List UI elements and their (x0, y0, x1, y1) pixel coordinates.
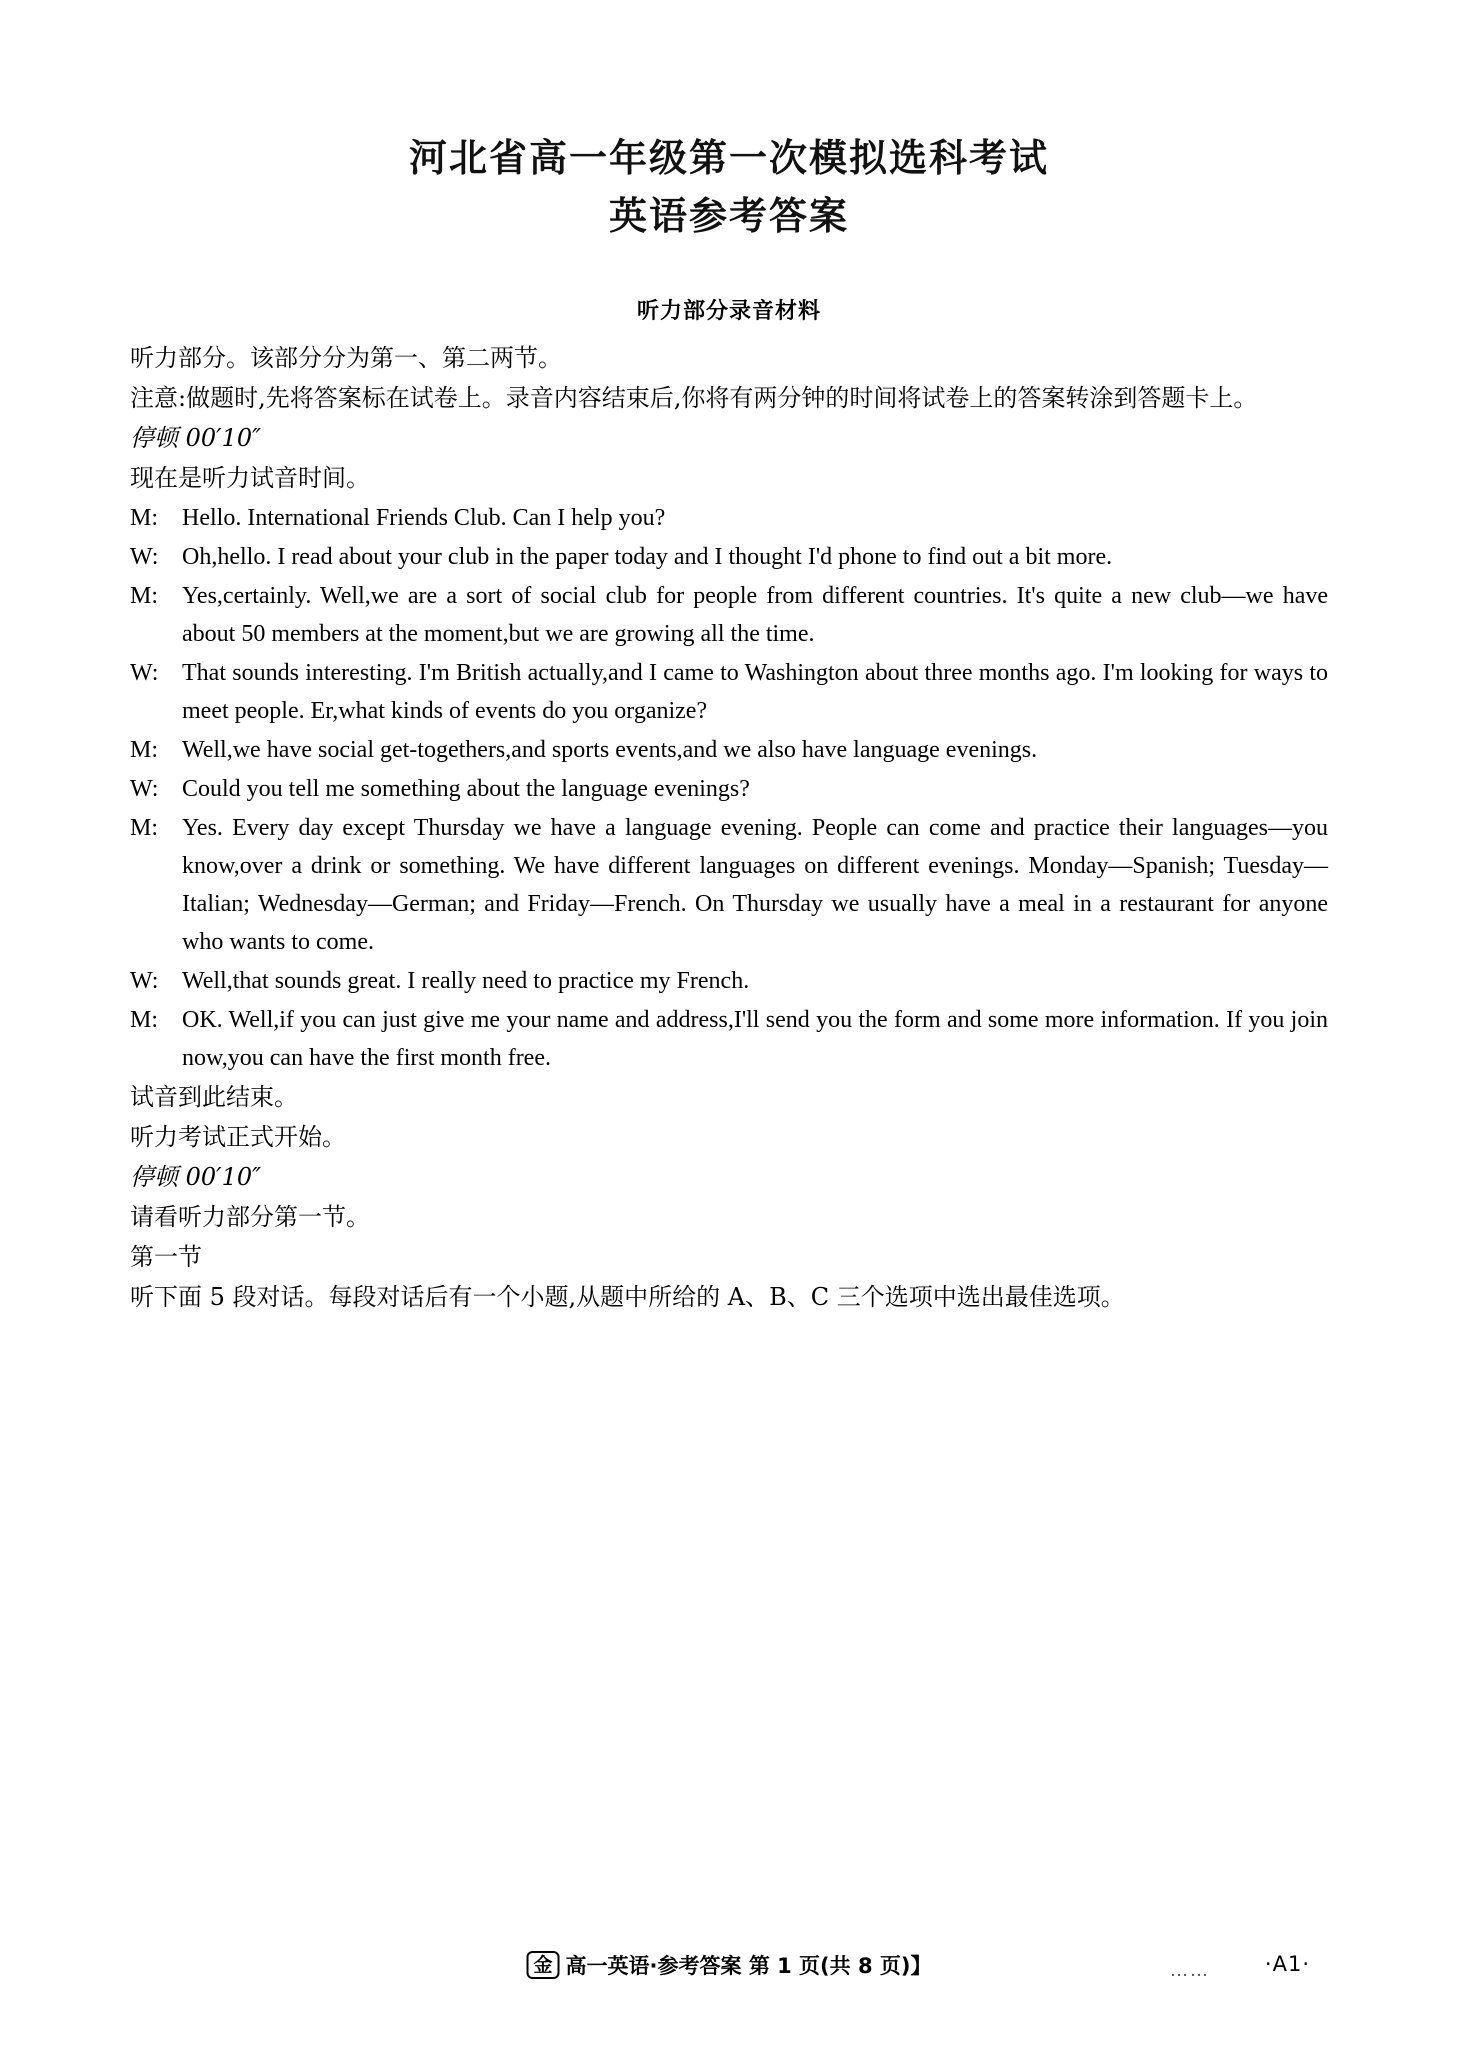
dialog-text: Oh,hello. I read about your club in the paper today and I thought I'd phone to find out a bit more. (182, 544, 1113, 570)
dialog-text: Could you tell me something about the language evenings? (182, 776, 750, 802)
dialog-text: Well,that sounds great. I really need to practice my French. (182, 968, 750, 994)
dialog-line (130, 1001, 1328, 1077)
dialog-text: OK. Well,if you can just give me your name and address,I'll send you the form and some more information. If you join now,you can have the first month free. (182, 1007, 1328, 1071)
dialog-line (130, 499, 1328, 537)
dialog-speaker: W: (130, 660, 159, 686)
footer-page-mark: ·A1· (1264, 1952, 1310, 1976)
page-title: 河北省高一年级第一次模拟选科考试 (408, 136, 1049, 180)
closing-line: 听下面 5 段对话。每段对话后有一个小题,从题中所给的 A、B、C 三个选项中选出最佳选项。 (130, 1283, 1125, 1311)
section-label: 第一节 (130, 1243, 202, 1271)
closing-line: 听力考试正式开始。 (130, 1123, 346, 1151)
dialog-line (130, 538, 1328, 576)
dialog-speaker: M: (130, 1007, 159, 1033)
dialog-speaker: M: (130, 815, 159, 841)
footer-dots: …… (1170, 1960, 1210, 1980)
page-subtitle: 英语参考答案 (608, 194, 849, 238)
footer-center (527, 1950, 932, 1980)
dialog-line (130, 731, 1328, 769)
page-footer (0, 1950, 1458, 1986)
dialog-speaker: M: (130, 583, 159, 609)
dialog-text: Yes,certainly. Well,we are a sort of social club for people from different countries. It's quite a new club—we have about 50 members at the moment,but we are growing all the time. (182, 583, 1328, 647)
dialog-line (130, 962, 1328, 1000)
dialog-speaker: W: (130, 544, 159, 570)
dialog-line (130, 654, 1328, 730)
dialog-line (130, 577, 1328, 653)
dialog-speaker: W: (130, 776, 159, 802)
intro-line: 注意:做题时,先将答案标在试卷上。录音内容结束后,你将有两分钟的时间将试卷上的答案转涂到答题卡上。 (130, 384, 1258, 412)
dialog-speaker: M: (130, 505, 159, 531)
closing-line: 请看听力部分第一节。 (130, 1203, 370, 1231)
intro-line-pause: 停顿 00′10″ (130, 424, 262, 452)
intro-line: 现在是听力试音时间。 (130, 464, 370, 492)
dialog-text: That sounds interesting. I'm British actually,and I came to Washington about three months ago. I'm looking for ways to meet people. Er,what kinds of events do you organize? (182, 660, 1328, 724)
dialog-speaker: W: (130, 968, 159, 994)
dialog-line (130, 809, 1328, 961)
dialog-text: Well,we have social get-togethers,and sports events,and we also have language evenings. (182, 737, 1038, 763)
title-block (130, 0, 1328, 246)
closing-line-pause: 停顿 00′10″ (130, 1163, 262, 1191)
dialog-text: Hello. International Friends Club. Can I help you? (182, 505, 666, 531)
intro-line: 听力部分。该部分分为第一、第二两节。 (130, 344, 562, 372)
closing-line: 试音到此结束。 (130, 1083, 298, 1111)
footer-page-info: 高一英语·参考答案 第 1 页(共 8 页)】 (565, 1954, 932, 1978)
dialog-line (130, 770, 1328, 808)
section-heading: 听力部分录音材料 (636, 299, 821, 324)
dialog-text: Yes. Every day except Thursday we have a language evening. People can come and practice their languages—you know,over a drink or something. We have different languages on different evenings. Monday—Spanish; Tuesday—Italian; Wednesday—German; and Friday—French. On Thursday we usually have a meal in a restaurant for anyone who wants to come. (182, 815, 1328, 955)
publisher-logo-icon: 金 (527, 1951, 560, 1979)
dialog-speaker: M: (130, 737, 159, 763)
